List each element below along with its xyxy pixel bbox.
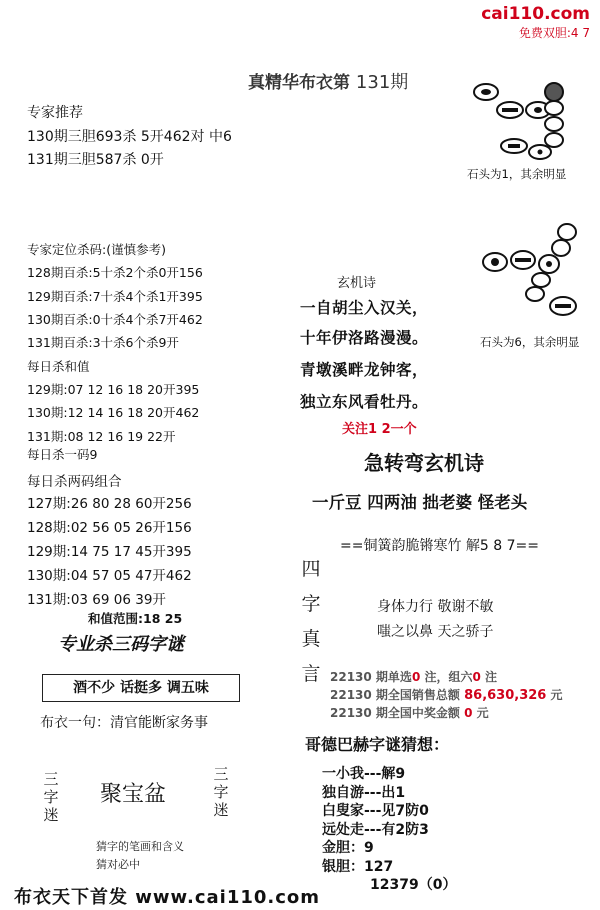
turn-poem-line: 一斤豆 四两油 拙老婆 怪老头 bbox=[312, 493, 528, 512]
four-char-label-char: 字 bbox=[301, 593, 321, 615]
site-logo: cai110.com bbox=[481, 4, 590, 24]
riddle3-saying: 布衣一句：清官能断家务事 bbox=[40, 715, 208, 731]
four-char-line: 身体力行 敬谢不敏 bbox=[377, 599, 494, 615]
four-char-line: 嗤之以鼻 天之骄子 bbox=[377, 624, 494, 640]
poem-line: 一自胡尘入汉关， bbox=[300, 299, 429, 317]
free-pick-text: 免费双胆:4 7 bbox=[518, 26, 590, 40]
position-kill-line: 129期百杀:7十杀4个杀1开395 bbox=[27, 289, 203, 304]
godbach-line: 独自游---出1 bbox=[322, 784, 406, 801]
title-text: 真精华布衣第 bbox=[248, 73, 350, 93]
four-char-label bbox=[300, 552, 322, 692]
sum-range: 和值范围:18 25 bbox=[88, 611, 183, 626]
godbach-line: 12379（0） bbox=[370, 877, 457, 893]
poem-heading: 玄机诗 bbox=[337, 276, 377, 291]
four-char-label-char: 言 bbox=[301, 663, 321, 685]
page-title bbox=[248, 68, 408, 94]
daily-sum-line: 131期:08 12 16 19 22开 bbox=[27, 429, 176, 444]
stat-line: 22130 期全国销售总额 86,630,326 元 bbox=[330, 688, 563, 703]
title-issue: 131期 bbox=[355, 72, 409, 93]
riddle3-note: 猜对必中 bbox=[96, 858, 140, 871]
stat-line: 22130 期单选0 注，组六0 注 bbox=[330, 670, 498, 684]
expert-line: 131期三胆587杀 0开 bbox=[27, 152, 164, 168]
turn-poem-title: 急转弯玄机诗 bbox=[364, 451, 484, 475]
position-kill-line: 128期百杀:5十杀2个杀0开156 bbox=[27, 265, 203, 280]
riddle3-note: 猜字的笔画和含义 bbox=[96, 840, 184, 853]
position-kill-line: 131期百杀:3十杀6个杀9开 bbox=[27, 335, 179, 350]
four-char-label-char: 真 bbox=[301, 628, 321, 650]
godbach-title: 哥德巴赫字谜猜想： bbox=[305, 735, 450, 754]
daily-pair-line: 131期:03 69 06 39开 bbox=[27, 592, 166, 608]
daily-sum-heading: 每日杀和值 bbox=[27, 359, 90, 374]
daily-pair-line: 127期:26 80 28 60开256 bbox=[27, 496, 192, 512]
poem-line: 独立东风看牡丹。 bbox=[300, 393, 429, 411]
footer-banner: 布衣天下首发 www.cai110.com bbox=[14, 887, 321, 908]
riddle3-left-label: 三字迷 bbox=[43, 770, 59, 824]
poem-focus: 关注1 2一个 bbox=[342, 422, 417, 437]
turn-poem-answer: ==铜簧韵脆锵寒竹 解5 8 7== bbox=[340, 538, 539, 554]
expert-line: 130期三胆693杀 5开462对 中6 bbox=[27, 129, 232, 145]
expert-heading: 专家推荐 bbox=[27, 105, 83, 121]
daily-pair-line: 129期:14 75 17 45开395 bbox=[27, 544, 192, 560]
daily-kill-one: 每日杀一码9 bbox=[27, 447, 98, 462]
godbach-line: 金胆：9 bbox=[322, 840, 374, 856]
godbach-line: 一小我---解9 bbox=[322, 766, 406, 782]
stone-caption-2: 石头为6，其余明显 bbox=[480, 335, 580, 349]
daily-pair-heading: 每日杀两码组合 bbox=[27, 474, 122, 490]
poem-line: 十年伊洛路漫漫。 bbox=[300, 329, 429, 347]
godbach-line: 银胆：127 bbox=[322, 858, 394, 875]
poem-line: 青墩溪畔龙钟客， bbox=[300, 361, 429, 379]
stone-puzzle-2 bbox=[475, 222, 585, 322]
daily-sum-line: 130期:12 14 16 18 20开462 bbox=[27, 405, 200, 420]
godbach-line: 白叟家---见7防0 bbox=[322, 803, 429, 819]
daily-pair-line: 128期:02 56 05 26开156 bbox=[27, 520, 192, 536]
daily-sum-line: 129期:07 12 16 18 20开395 bbox=[27, 382, 200, 397]
position-kill-heading: 专家定位杀码:(谨慎参考) bbox=[27, 242, 166, 257]
daily-pair-line: 130期:04 57 05 47开462 bbox=[27, 568, 192, 584]
riddle3-title: 专业杀三码字谜 bbox=[58, 634, 184, 655]
stone-puzzle-1 bbox=[460, 80, 580, 165]
stat-line: 22130 期全国中奖金额 0 元 bbox=[330, 706, 489, 720]
four-char-label-char: 四 bbox=[301, 558, 321, 580]
riddle3-right-label: 三字迷 bbox=[213, 765, 229, 819]
position-kill-line: 130期百杀:0十杀4个杀7开462 bbox=[27, 312, 203, 327]
godbach-line: 远处走---有2防3 bbox=[322, 821, 429, 838]
stone-caption-1: 石头为1，其余明显 bbox=[467, 167, 567, 181]
godbach-list bbox=[322, 765, 456, 895]
riddle3-word: 聚宝盆 bbox=[100, 782, 167, 807]
riddle3-box: 酒不少 话挺多 调五味 bbox=[42, 674, 240, 702]
